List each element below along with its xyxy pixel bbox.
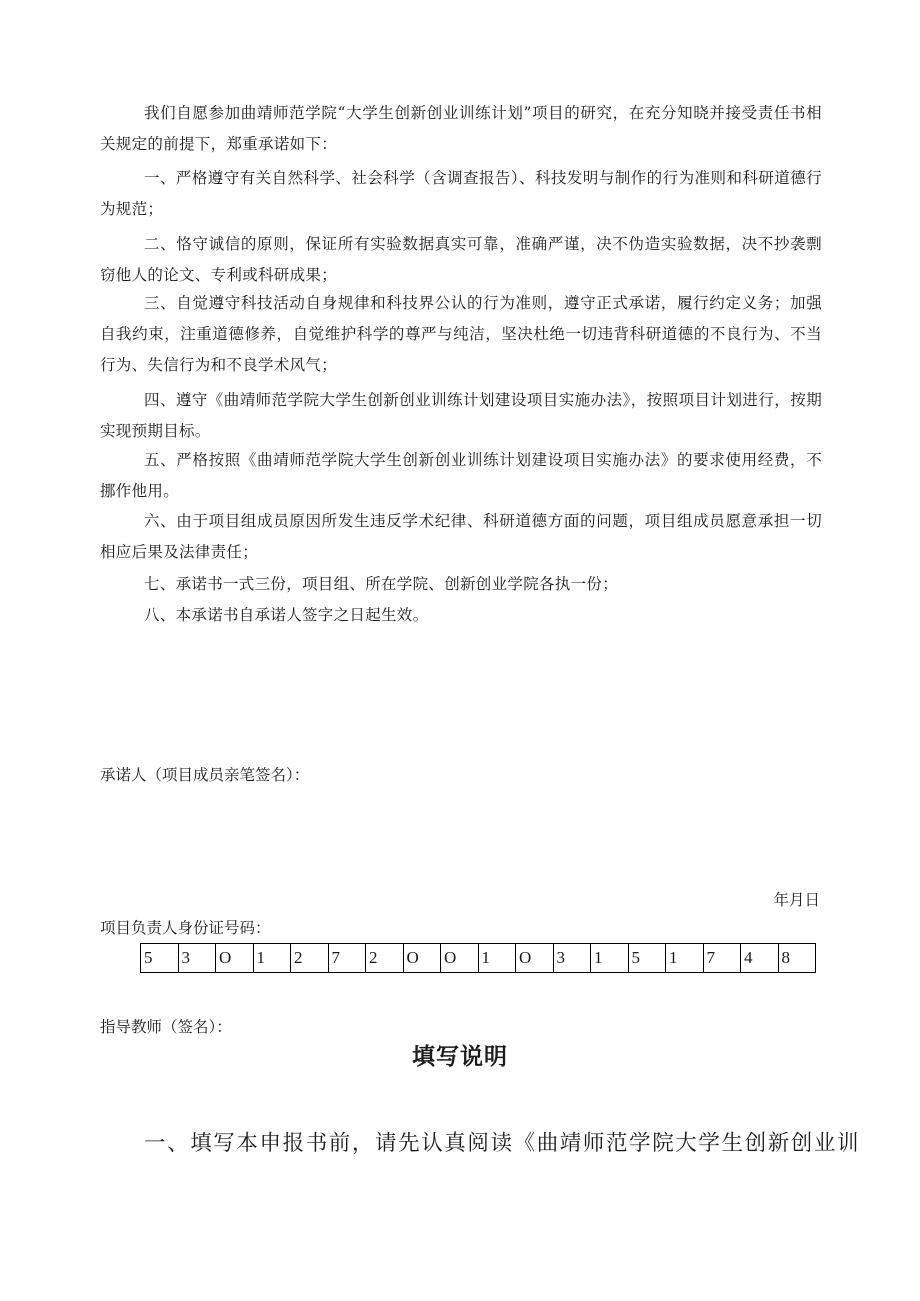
id-digit-cell: 4: [741, 944, 779, 973]
id-digit-cell: 5: [628, 944, 666, 973]
id-digit-cell: 3: [178, 944, 216, 973]
date-label: 年月日: [773, 891, 820, 909]
pledge-item-8: 八、本承诺书自承诺人签字之日起生效。: [144, 606, 429, 624]
id-digit-cell: 3: [553, 944, 591, 973]
pledge-item-6: 六、由于项目组成员原因所发生违反学术纪律、科研道德方面的问题，项目组成员愿意承担一切相应后果及法律责任；: [100, 512, 822, 561]
id-digit-cell: 1: [253, 944, 291, 973]
instructions-first-line: 一、填写本申报书前，请先认真阅读《曲靖师范学院大学生创新创业训: [144, 1131, 861, 1156]
pledge-item-4: 四、遵守《曲靖师范学院大学生创新创业训练计划建设项目实施办法》，按照项目计划进行，按期实现预期目标。: [100, 391, 822, 440]
advisor-signature-label: 指导教师（签名）：: [100, 1018, 232, 1036]
pledge-item-7: 七、承诺书一式三份，项目组、所在学院、创新创业学院各执一份；: [144, 575, 619, 593]
id-digit-cell: 1: [478, 944, 516, 973]
id-number-table: [140, 943, 816, 973]
id-digit-cell: 8: [778, 944, 816, 973]
id-digit-cell: 2: [366, 944, 404, 973]
pledge-item-1: 一、严格遵守有关自然科学、社会科学（含调查报告）、科技发明与制作的行为准则和科研道德行为规范；: [100, 169, 822, 218]
id-digit-cell: 2: [291, 944, 329, 973]
id-number-label: 项目负责人身份证号码：: [100, 919, 271, 937]
pledge-item-3: 三、自觉遵守科技活动自身规律和科技界公认的行为准则，遵守正式承诺，履行约定义务；加强自我约束，注重道德修养，自觉维护科学的尊严与纯洁，坚决杜绝一切违背科研道德的不良行为、不当行为、失信行为和不良学术风气；: [100, 294, 822, 374]
instructions-title: 填写说明: [412, 1044, 508, 1070]
pledge-item-2: 二、恪守诚信的原则，保证所有实验数据真实可靠，准确严谨，决不伪造实验数据，决不抄袭剽窃他人的论文、专利或科研成果；: [100, 235, 822, 284]
id-digit-cell: O: [216, 944, 254, 973]
id-digit-cell: 1: [666, 944, 704, 973]
id-digit-cell: O: [516, 944, 554, 973]
id-digit-cell: 7: [328, 944, 366, 973]
id-digit-cell: 7: [703, 944, 741, 973]
pledger-signature-label: 承诺人（项目成员亲笔签名）：: [100, 766, 310, 784]
id-digit-cell: 5: [141, 944, 179, 973]
pledge-intro: 我们自愿参加曲靖师范学院“大学生创新创业训练计划”项目的研究，在充分知晓并接受责任书相关规定的前提下，郑重承诺如下：: [100, 104, 822, 153]
pledge-item-5: 五、严格按照《曲靖师范学院大学生创新创业训练计划建设项目实施办法》的要求使用经费，不挪作他用。: [100, 451, 822, 500]
id-digit-cell: O: [441, 944, 479, 973]
id-digit-cell: O: [403, 944, 441, 973]
id-digit-cell: 1: [591, 944, 629, 973]
